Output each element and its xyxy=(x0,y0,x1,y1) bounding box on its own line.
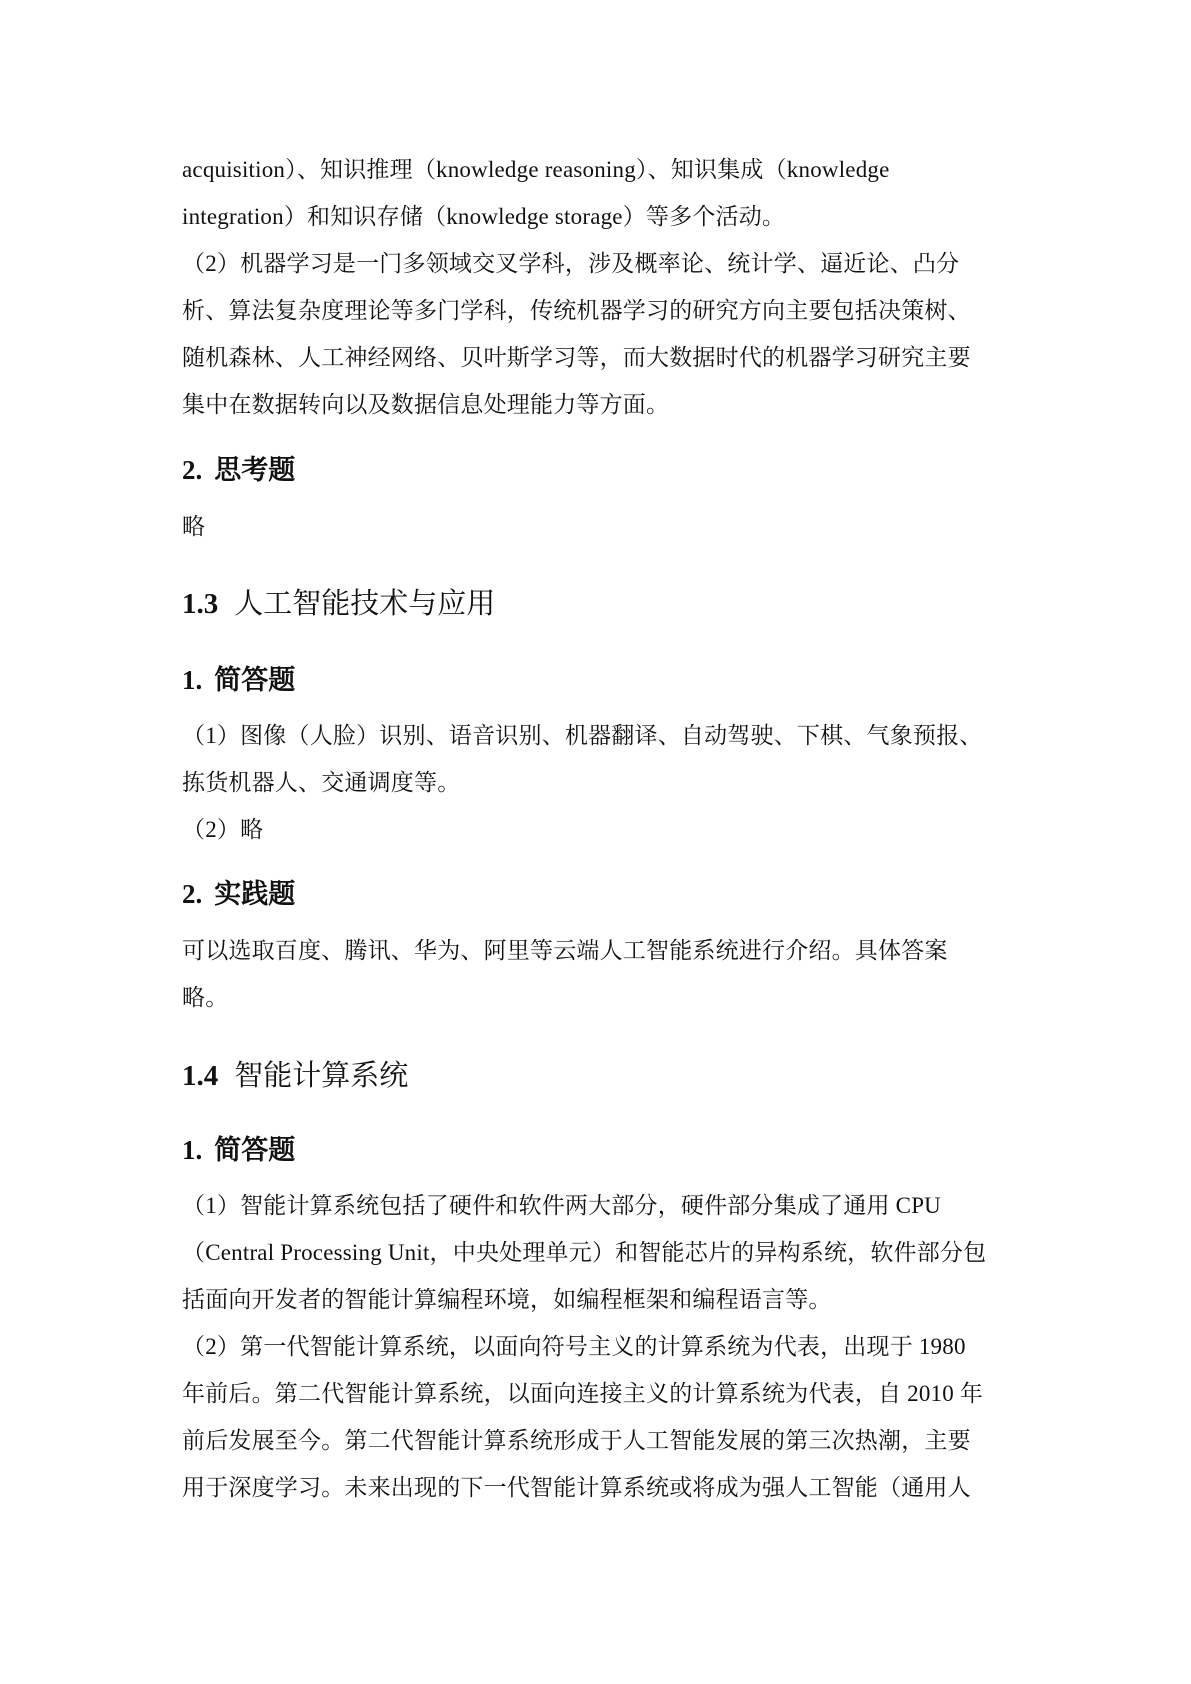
body-text-line: 随机森林、人工神经网络、贝叶斯学习等，而大数据时代的机器学习研究主要 xyxy=(182,345,971,370)
body-text-line: 集中在数据转向以及数据信息处理能力等方面。 xyxy=(182,392,670,417)
subheading-text: 实践题 xyxy=(214,879,296,910)
body-text-line: 年前后。第二代智能计算系统，以面向连接主义的计算系统为代表，自 2010 年 xyxy=(182,1381,984,1406)
body-text-line: （Central Processing Unit，中央处理单元）和智能芯片的异构系统，软件部分包 xyxy=(182,1240,987,1265)
body-text-line: 略 xyxy=(182,514,206,539)
subheading-practice xyxy=(182,874,295,915)
body-text-line: 用于深度学习。未来出现的下一代智能计算系统或将成为强人工智能（通用人 xyxy=(182,1475,971,1500)
section-number: 1.3 xyxy=(182,588,219,620)
subheading-short-answer xyxy=(182,660,295,701)
body-text-line: integration）和知识存储（knowledge storage）等多个活动。 xyxy=(182,204,786,229)
subheading-number: 2. xyxy=(182,879,203,909)
body-text-line: 拣货机器人、交通调度等。 xyxy=(182,770,461,795)
body-text-line: （2）机器学习是一门多领域交叉学科，涉及概率论、统计学、逼近论、凸分 xyxy=(182,251,960,276)
body-text-line: 析、算法复杂度理论等多门学科，传统机器学习的研究方向主要包括决策树、 xyxy=(182,298,971,323)
subheading-text: 简答题 xyxy=(214,1135,296,1166)
section-heading-1-3 xyxy=(182,581,495,626)
section-title: 智能计算系统 xyxy=(234,1058,409,1092)
body-text-line: 可以选取百度、腾讯、华为、阿里等云端人工智能系统进行介绍。具体答案 xyxy=(182,938,948,963)
body-text-line: （1）智能计算系统包括了硬件和软件两大部分，硬件部分集成了通用 CPU xyxy=(182,1193,941,1218)
body-text-line: 前后发展至今。第二代智能计算系统形成于人工智能发展的第三次热潮，主要 xyxy=(182,1428,971,1453)
section-number: 1.4 xyxy=(182,1060,219,1092)
body-text-line: acquisition）、知识推理（knowledge reasoning）、知识集成（knowledge xyxy=(182,157,890,182)
section-title: 人工智能技术与应用 xyxy=(234,586,496,620)
subheading-number: 2. xyxy=(182,455,203,485)
subheading-text: 思考题 xyxy=(214,455,296,486)
body-text-line: （1）图像（人脸）识别、语音识别、机器翻译、自动驾驶、下棋、气象预报、 xyxy=(182,723,983,748)
subheading-number: 1. xyxy=(182,665,203,695)
subheading-text: 简答题 xyxy=(214,665,296,696)
subheading-short-answer xyxy=(182,1130,295,1171)
body-text-line: 括面向开发者的智能计算编程环境，如编程框架和编程语言等。 xyxy=(182,1287,832,1312)
body-text-line: （2）略 xyxy=(182,817,264,842)
section-heading-1-4 xyxy=(182,1053,408,1098)
subheading-number: 1. xyxy=(182,1135,203,1165)
body-text-line: （2）第一代智能计算系统，以面向符号主义的计算系统为代表，出现于 1980 xyxy=(182,1334,966,1359)
subheading-thinking xyxy=(182,450,295,491)
body-text-line: 略。 xyxy=(182,985,229,1010)
